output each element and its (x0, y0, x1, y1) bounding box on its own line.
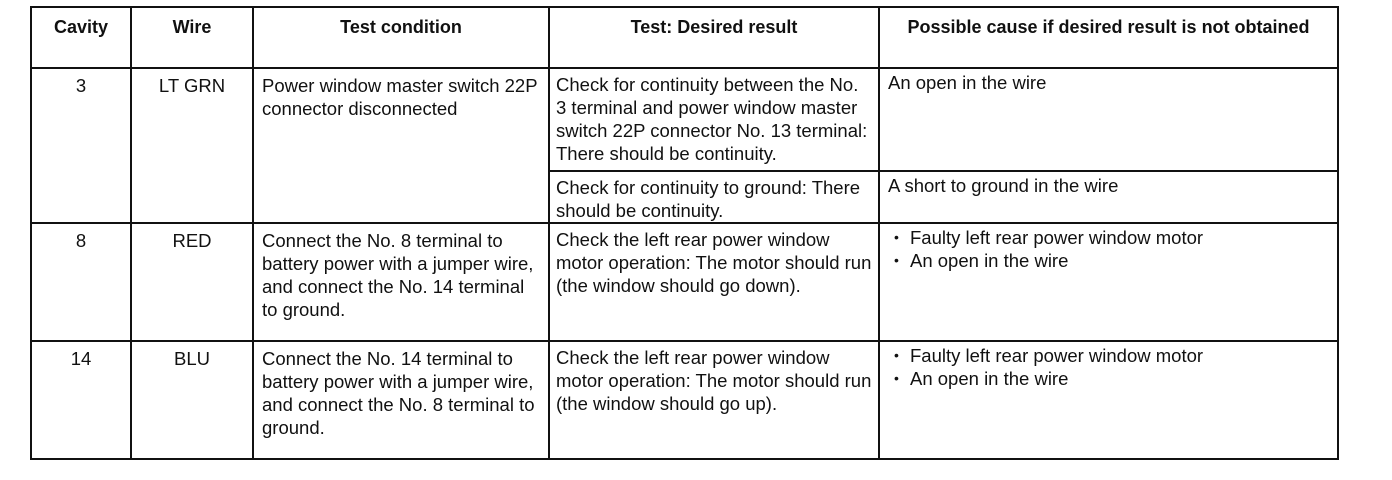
test-condition-cell: Power window master switch 22P connector disconnected (253, 68, 549, 223)
possible-cause-cell: An open in the wire (879, 68, 1338, 171)
wire-cell: LT GRN (131, 68, 253, 223)
wire-cell: RED (131, 223, 253, 341)
test-condition-cell: Connect the No. 14 terminal to battery power with a jumper wire, and connect the No. 8 terminal to ground. (253, 341, 549, 459)
possible-cause-cell: A short to ground in the wire (879, 171, 1338, 223)
header-row (31, 7, 1338, 68)
desired-result-cell: Check for continuity to ground: There should be continuity. (549, 171, 879, 223)
cause-list (888, 344, 1331, 390)
wire-cell: BLU (131, 341, 253, 459)
troubleshooting-table-container (30, 6, 1339, 460)
table-row (31, 341, 1338, 459)
header-possible-cause: Possible cause if desired result is not obtained (879, 7, 1338, 68)
troubleshooting-table (30, 6, 1339, 460)
header-test-condition: Test condition (253, 7, 549, 68)
desired-result-cell: Check the left rear power window motor operation: The motor should run (the window should go up). (549, 341, 879, 459)
header-wire: Wire (131, 7, 253, 68)
cause-list-item: • An open in the wire (888, 367, 1331, 390)
possible-cause-cell (879, 341, 1338, 459)
cause-list (888, 226, 1331, 272)
cavity-cell: 8 (31, 223, 131, 341)
test-condition-cell: Connect the No. 8 terminal to battery power with a jumper wire, and connect the No. 14 terminal to ground. (253, 223, 549, 341)
header-desired-result: Test: Desired result (549, 7, 879, 68)
cavity-cell: 3 (31, 68, 131, 223)
cavity-cell: 14 (31, 341, 131, 459)
desired-result-cell: Check the left rear power window motor operation: The motor should run (the window should go down). (549, 223, 879, 341)
cause-list-item: • Faulty left rear power window motor (888, 226, 1331, 249)
table-row (31, 68, 1338, 171)
desired-result-cell: Check for continuity between the No. 3 terminal and power window master switch 22P connector No. 13 terminal: There should be continuity. (549, 68, 879, 171)
possible-cause-cell (879, 223, 1338, 341)
header-cavity: Cavity (31, 7, 131, 68)
cause-list-item: • Faulty left rear power window motor (888, 344, 1331, 367)
table-row (31, 223, 1338, 341)
cause-list-item: • An open in the wire (888, 249, 1331, 272)
